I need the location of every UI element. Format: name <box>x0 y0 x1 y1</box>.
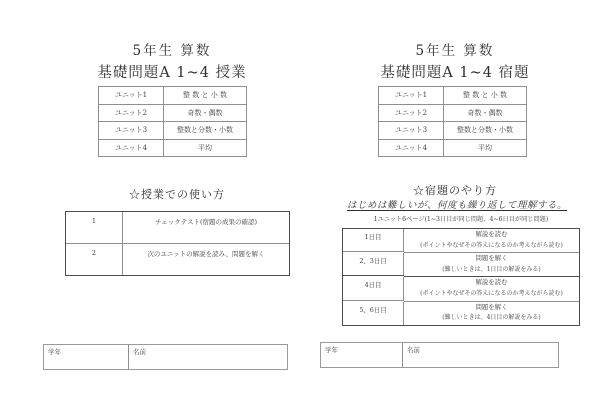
schedule-action: 解説を読む <box>475 230 508 238</box>
page-subtitle: 基礎問題A 1~4 宿題 <box>380 65 530 81</box>
schedule-detail: (ポイントやなぜその答えになるのか考えながら読む) <box>420 241 563 249</box>
unit-topic: 奇数・偶数 <box>444 105 526 123</box>
schedule-table <box>342 228 580 326</box>
unit-label: ユニット3 <box>379 122 444 140</box>
unit-label: ユニット2 <box>379 105 444 123</box>
note-line: 1ユニット6ページ(1~3日目が同じ問題、4~6日目が同じ問題) <box>373 216 549 223</box>
unit-topic: 整 数 と 小 数 <box>164 87 246 105</box>
page-subtitle: 基礎問題A 1~4 授業 <box>97 65 247 81</box>
schedule-task <box>404 277 579 301</box>
schedule-day: 1日目 <box>343 229 404 252</box>
name-field: 名前 <box>407 346 420 354</box>
unit-table <box>378 86 527 157</box>
unit-topic: 整 数 と 小 数 <box>444 87 526 105</box>
student-info-table <box>320 342 559 368</box>
unit-label: ユニット2 <box>99 105 164 123</box>
unit-label: ユニット4 <box>99 140 164 157</box>
usage-table <box>65 211 290 276</box>
schedule-task <box>404 229 579 253</box>
schedule-action: 問題を解く <box>475 302 508 311</box>
unit-topic: 平均 <box>198 143 212 152</box>
schedule-day: 5、6日目 <box>343 302 404 325</box>
unit-label: ユニット4 <box>379 140 444 157</box>
schedule-action: 解説を読む <box>475 278 508 287</box>
section-heading: ☆授業での使い方 <box>129 188 225 201</box>
unit-topic: 整数と分数・小数 <box>164 122 246 140</box>
unit-table <box>98 86 247 157</box>
page-title: 5年生 算数 <box>415 43 495 59</box>
page-title: 5年生 算数 <box>132 43 212 59</box>
motto-line: はじめは難しいが、何度も繰り返して理解する。 <box>346 200 567 211</box>
schedule-day: 4日目 <box>343 277 404 300</box>
unit-label: ユニット1 <box>99 87 164 105</box>
schedule-detail: (難しいときは、4日目の解説をみる) <box>442 314 541 322</box>
unit-topic: 整数と分数・小数 <box>444 122 526 140</box>
usage-step: 1 <box>66 212 123 244</box>
unit-topic: 平均 <box>478 143 492 152</box>
schedule-detail: (ポイントやなぜその答えになるのか考えながら読む) <box>420 289 563 297</box>
unit-label: ユニット3 <box>99 122 164 140</box>
usage-step: 2 <box>66 244 123 275</box>
usage-description: チェックテスト(宿題の成果の確認) <box>123 212 289 244</box>
schedule-action: 問題を解く <box>475 254 508 263</box>
schedule-detail: (難しいときは、1日目の解説をみる) <box>442 265 541 273</box>
grade-field: 学年 <box>321 343 403 367</box>
unit-label: ユニット1 <box>379 87 444 105</box>
unit-topic: 奇数・偶数 <box>164 105 246 123</box>
grade-field: 学年 <box>44 345 129 369</box>
section-heading: ☆宿題のやり方 <box>413 184 497 197</box>
usage-description: 次のユニットの解説を読み、問題を解く <box>147 250 265 258</box>
name-field: 名前 <box>133 348 146 356</box>
schedule-day: 2、3日目 <box>343 253 404 276</box>
schedule-task <box>404 302 579 325</box>
student-info-table <box>43 344 288 370</box>
schedule-task <box>404 253 579 277</box>
